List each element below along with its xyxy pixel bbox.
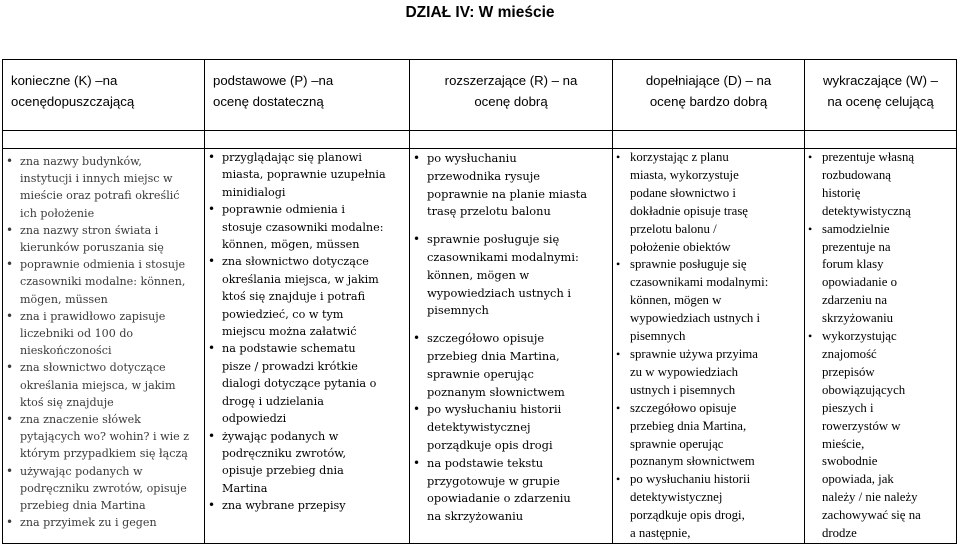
list-item-continuation: kierunków poruszania się xyxy=(20,241,164,255)
list-item-continuation: drodze xyxy=(822,526,857,541)
list-item-continuation: określania miejsca, w jakim xyxy=(222,272,379,286)
header-d xyxy=(613,60,805,131)
list-item-continuation: podręczniku zwrotów, xyxy=(222,446,347,460)
list-item-continuation: instytucji i innych miejsc w xyxy=(20,172,173,186)
list-item-continuation: liczebniki od 100 do xyxy=(20,327,134,341)
list-item-continuation: miasta, poprawnie uzupełnia xyxy=(222,168,386,182)
list-item-continuation: ustnych i pisemnych xyxy=(630,382,736,397)
list-item: • po wysłuchaniu historii xyxy=(613,471,804,489)
list-item-continuation: opowiadanie o zdarzeniu xyxy=(427,491,571,506)
list-item-continuation: wypowiedziach ustnych i xyxy=(427,285,572,300)
list-item: • zna słownictwo dotyczące xyxy=(205,253,409,270)
list-item-continuation: mieście, xyxy=(822,436,865,451)
list-item: • zna znaczenie słówek xyxy=(3,411,204,428)
header-p xyxy=(205,60,410,131)
list-item-continuation: należy / nie należy xyxy=(822,490,918,505)
list-item-continuation: pytających wo? wohin? i wie z xyxy=(20,430,190,444)
list-item-continuation: przebieg dnia Martina, xyxy=(427,348,560,363)
list-item-continuation: stosuje czasowniki modalne: xyxy=(222,220,384,234)
list-item: • zna słownictwo dotyczące xyxy=(3,359,204,376)
list-item-continuation: opowiada, jak xyxy=(822,472,894,487)
header-r xyxy=(410,60,613,131)
list-item: • zna wybrane przepisy xyxy=(205,497,409,514)
list-item-continuation: podane słownictwo i xyxy=(630,185,736,200)
list-item: • sprawnie używa przyima xyxy=(613,346,804,364)
list-item: • używając podanych w xyxy=(3,463,204,480)
list-item: • zna nazwy budynków, xyxy=(3,153,204,170)
list-item-continuation: wypowiedziach ustnych i xyxy=(630,311,761,326)
list-item-continuation: opisuje przebieg dnia xyxy=(222,464,344,478)
column-r xyxy=(410,149,613,544)
list-item-continuation: poznanym słownictwem xyxy=(630,454,755,469)
column-p xyxy=(205,149,410,544)
list-item-continuation: sprawnie operując xyxy=(427,366,534,381)
list-item-continuation: obowiązujących xyxy=(822,382,906,397)
header-k-line2: ocenędopuszczającą xyxy=(11,94,135,109)
list-item-continuation: rozbudowaną xyxy=(822,167,891,182)
header-d-line2: ocenę bardzo dobrą xyxy=(649,94,768,109)
list-item-continuation: swobodnie xyxy=(822,454,878,469)
list-item-continuation: poznanym słownictwem xyxy=(427,384,565,399)
list-item: • wykorzystując xyxy=(805,328,956,346)
list-item-continuation: können, mögen w xyxy=(427,267,530,282)
list-item: • prezentuje własną xyxy=(805,149,956,167)
list-item: • przyglądając się planowi xyxy=(205,149,409,166)
list-item: • szczegółowo opisuje xyxy=(613,400,804,418)
list-item-continuation: porządkuje opis drogi, xyxy=(630,508,745,523)
list-item-continuation: podręczniku zwrotów, opisuje xyxy=(20,481,187,495)
list-item-continuation: nieskończoności xyxy=(20,344,112,358)
list-item-continuation: opowiadanie o xyxy=(822,275,897,290)
list-item-continuation: pisze / prowadzi krótkie xyxy=(222,359,358,373)
list-item-continuation: czasowniki modalne: können, xyxy=(20,275,186,289)
list-item-continuation: którym przypadkiem się łączą xyxy=(20,447,188,461)
list-item-continuation: Martina xyxy=(222,481,268,495)
list-item: • poprawnie odmienia i xyxy=(205,201,409,218)
list-item-continuation: zdarzeniu na xyxy=(822,293,888,308)
list-item-continuation: pieszych i xyxy=(822,400,874,415)
list-item-continuation: sprawnie operując xyxy=(630,436,724,451)
list-item-continuation: ktoś się znajduje xyxy=(20,395,114,409)
list-item-continuation: ich położenie xyxy=(20,206,95,220)
list-item-continuation: trasę przelotu balonu xyxy=(427,204,551,219)
requirements-table xyxy=(2,59,957,544)
list-item-continuation: prezentuje na xyxy=(822,239,891,254)
list-item-continuation: na skrzyżowaniu xyxy=(427,509,524,524)
list-item-continuation: miejscu można załatwić xyxy=(222,325,357,339)
header-k xyxy=(3,60,205,131)
list-item-continuation: powiedzieć, co w tym xyxy=(222,307,344,321)
list-item-continuation: detektywistycznej xyxy=(630,490,723,505)
list-item-continuation: können, mögen w xyxy=(630,293,722,308)
header-r-line2: ocenę dobrą xyxy=(474,94,548,109)
list-item-continuation: mieście oraz potrafi określić xyxy=(20,189,180,203)
header-r-line1: rozszerzające (R) – na xyxy=(444,73,578,88)
list-item-continuation: znajomość xyxy=(822,346,877,361)
list-item-continuation: przebieg dnia Martina, xyxy=(630,418,747,433)
list-item-continuation: a następnie, xyxy=(630,526,691,541)
list-item-continuation: czasownikami modalnymi: xyxy=(630,275,769,290)
list-item-continuation: przelotu balonu / xyxy=(630,221,717,236)
list-item-continuation: können, mögen, müssen xyxy=(222,238,360,252)
list-item-continuation: ktoś się znajduje i potrafi xyxy=(222,290,366,304)
list-item-continuation: zu w wypowiedziach xyxy=(630,364,739,379)
list-item-continuation: skrzyżowaniu xyxy=(822,311,894,326)
list-item-continuation: mögen, müssen xyxy=(20,292,108,306)
list-item: • sprawnie posługuje się xyxy=(410,231,612,249)
header-k-line1: konieczne (K) –na xyxy=(11,73,118,88)
list-item-continuation: położenie obiektów xyxy=(630,239,731,254)
list-item-continuation: przygotowuje w grupie xyxy=(427,473,560,488)
header-p-line2: ocenę dostateczną xyxy=(213,94,324,109)
list-item-continuation: forum klasy xyxy=(822,257,884,272)
list-item-continuation: porządkuje opis drogi xyxy=(427,437,553,452)
list-item-continuation: odpowiedzi xyxy=(222,412,287,426)
list-item-continuation: dialogi dotyczące pytania o xyxy=(222,377,377,391)
list-item: • korzystając z planu xyxy=(613,149,804,167)
column-d xyxy=(613,149,805,544)
column-w xyxy=(805,149,957,544)
header-w-line2: na ocenę celującą xyxy=(827,94,934,109)
list-item-continuation: przebieg dnia Martina xyxy=(20,499,146,513)
header-w-line1: wykraczające (W) – xyxy=(822,73,939,88)
list-item-continuation: detektywistyczną xyxy=(822,203,911,218)
list-item-continuation: minidialogi xyxy=(222,185,286,199)
list-item-continuation: dokładnie opisuje trasę xyxy=(630,203,748,218)
list-item-continuation: pisemnych xyxy=(427,303,489,318)
list-item-continuation: historię xyxy=(822,185,861,200)
list-item: • zna i prawidłowo zapisuje xyxy=(3,308,204,325)
page-title: DZIAŁ IV: W mieście xyxy=(405,4,555,21)
column-k xyxy=(3,149,205,544)
list-item: • po wysłuchaniu xyxy=(410,150,612,168)
list-item-continuation: zachowywać się na xyxy=(822,508,921,523)
list-item-continuation: przepisów xyxy=(822,364,875,379)
list-item-continuation: określania miejsca, w jakim xyxy=(20,378,176,392)
list-item-continuation: rowerzystów w xyxy=(822,418,901,433)
list-item-continuation: przewodnika rysuje xyxy=(427,168,541,183)
list-item: • zna nazwy stron świata i xyxy=(3,222,204,239)
list-item-continuation: detektywistycznej xyxy=(427,420,531,435)
list-item: • na podstawie tekstu xyxy=(410,455,612,473)
list-item: • żywając podanych w xyxy=(205,428,409,445)
list-item: • po wysłuchaniu historii xyxy=(410,401,612,419)
list-item: • samodzielnie xyxy=(805,221,956,239)
list-item-continuation: poprawnie na planie miasta xyxy=(427,186,588,201)
header-p-line1: podstawowe (P) –na xyxy=(213,73,334,88)
list-item: • na podstawie schematu xyxy=(205,340,409,357)
list-item-continuation: czasownikami modalnymi: xyxy=(427,249,579,264)
list-item: • poprawnie odmienia i stosuje xyxy=(3,256,204,273)
list-item-continuation: miasta, wykorzystuje xyxy=(630,167,739,182)
list-item: • szczegółowo opisuje xyxy=(410,330,612,348)
header-w xyxy=(805,60,957,131)
list-item: • zna przyimek zu i gegen xyxy=(3,514,204,531)
list-item-continuation: pisemnych xyxy=(630,329,686,344)
header-d-line1: dopełniające (D) – na xyxy=(645,73,772,88)
list-item-continuation: drogę i udzielania xyxy=(222,394,324,408)
list-item: • sprawnie posługuje się xyxy=(613,256,804,274)
